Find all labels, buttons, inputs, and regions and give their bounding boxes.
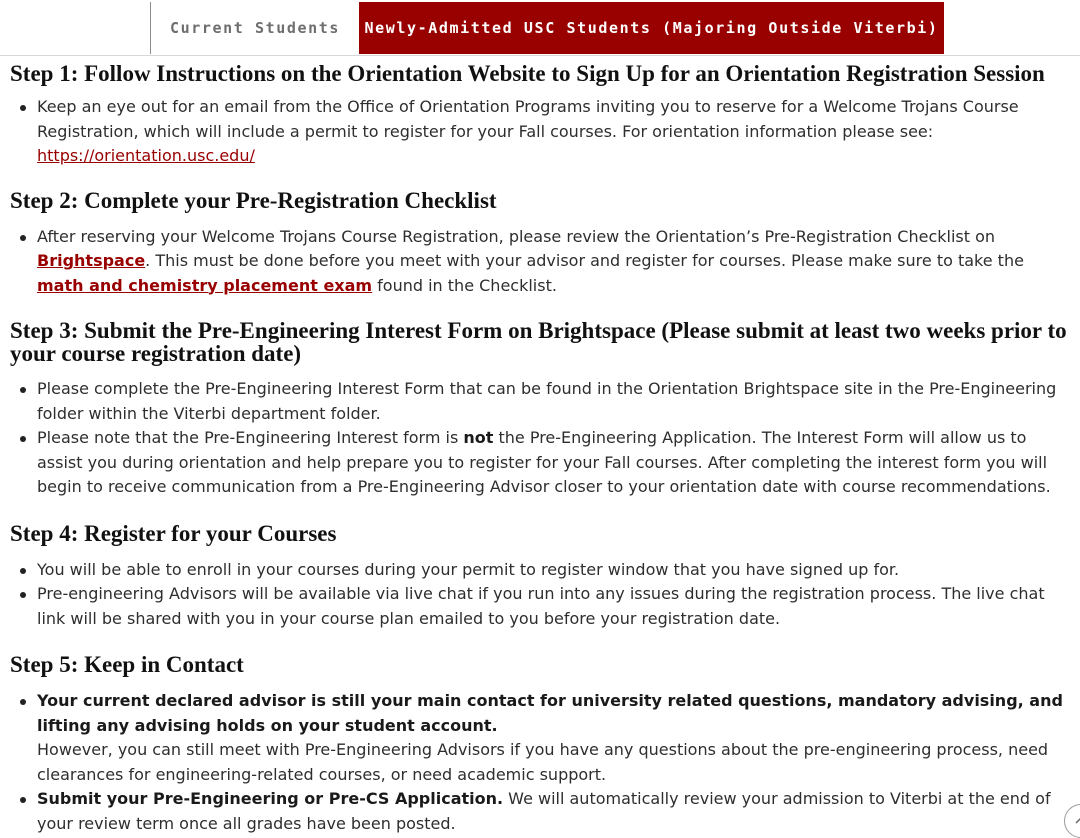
list-item: After reserving your Welcome Trojans Course Registration, please review the Orientation’s Pre-Registration Checklist on Brightspace. This must be done before you meet with your advisor and register for courses. Please make sure to take the math and chemistry placement exam found in the Checklist.	[10, 225, 1072, 299]
step-4-list	[10, 558, 1072, 632]
main-content	[10, 62, 1072, 836]
step-2-list	[10, 225, 1072, 299]
list-item: Please note that the Pre-Engineering Interest form is not the Pre-Engineering Application. The Interest Form will allow us to assist you during orientation and help prepare you to register for your Fall courses. After completing the interest form you will begin to receive communication from a Pre-Engineering Advisor closer to your orientation date with course recommendations.	[10, 426, 1072, 500]
orientation-link[interactable]: https://orientation.usc.edu/	[37, 146, 255, 165]
tab-bar	[0, 0, 1080, 56]
brightspace-link[interactable]: Brightspace	[37, 251, 146, 270]
step-2-heading: Step 2: Complete your Pre-Registration Checklist	[10, 187, 497, 213]
step-5-heading: Step 5: Keep in Contact	[10, 652, 244, 677]
list-item: Please complete the Pre-Engineering Interest Form that can be found in the Orientation Brightspace site in the Pre-Engineering folder within the Viterbi department folder.	[10, 377, 1072, 426]
step-4-heading: Step 4: Register for your Courses	[10, 520, 337, 546]
step-1-list	[10, 95, 1072, 169]
chevron-up-icon	[1074, 814, 1080, 828]
step-5-list	[10, 689, 1072, 836]
list-item: Pre-engineering Advisors will be available via live chat if you run into any issues during the registration process. The live chat link will be shared with you in your course plan emailed to you before your registration date.	[10, 582, 1072, 631]
step-3-list	[10, 377, 1072, 500]
placement-exam-link[interactable]: math and chemistry placement exam	[37, 275, 373, 295]
tab-current-students[interactable]: Current Students	[150, 2, 359, 54]
list-item: Your current declared advisor is still your main contact for university related questions, mandatory advising, and lifting any advising holds on your student account. However, you can still meet with Pre-Engineering Advisors if you have any questions about the pre-engineering process, need clearances for engineering-related courses, or need academic support.	[10, 689, 1072, 787]
tab-newly-admitted[interactable]: Newly-Admitted USC Students (Majoring Outside Viterbi)	[359, 2, 944, 54]
list-item: Keep an eye out for an email from the Office of Orientation Programs inviting you to reserve for a Welcome Trojans Course Registration, which will include a permit to register for your Fall courses. For orientation information please see: https://orientation.usc.edu/	[10, 95, 1072, 169]
list-item: You will be able to enroll in your courses during your permit to register window that you have signed up for.	[10, 558, 1072, 583]
list-item: Submit your Pre-Engineering or Pre-CS Application. We will automatically review your admission to Viterbi at the end of your review term once all grades have been posted.	[10, 787, 1072, 836]
step-3-heading: Step 3: Submit the Pre-Engineering Interest Form on Brightspace (Please submit at least two weeks prior to your course registration date)	[10, 318, 1067, 366]
step-1-heading: Step 1: Follow Instructions on the Orientation Website to Sign Up for an Orientation Registration Session	[10, 61, 1045, 86]
